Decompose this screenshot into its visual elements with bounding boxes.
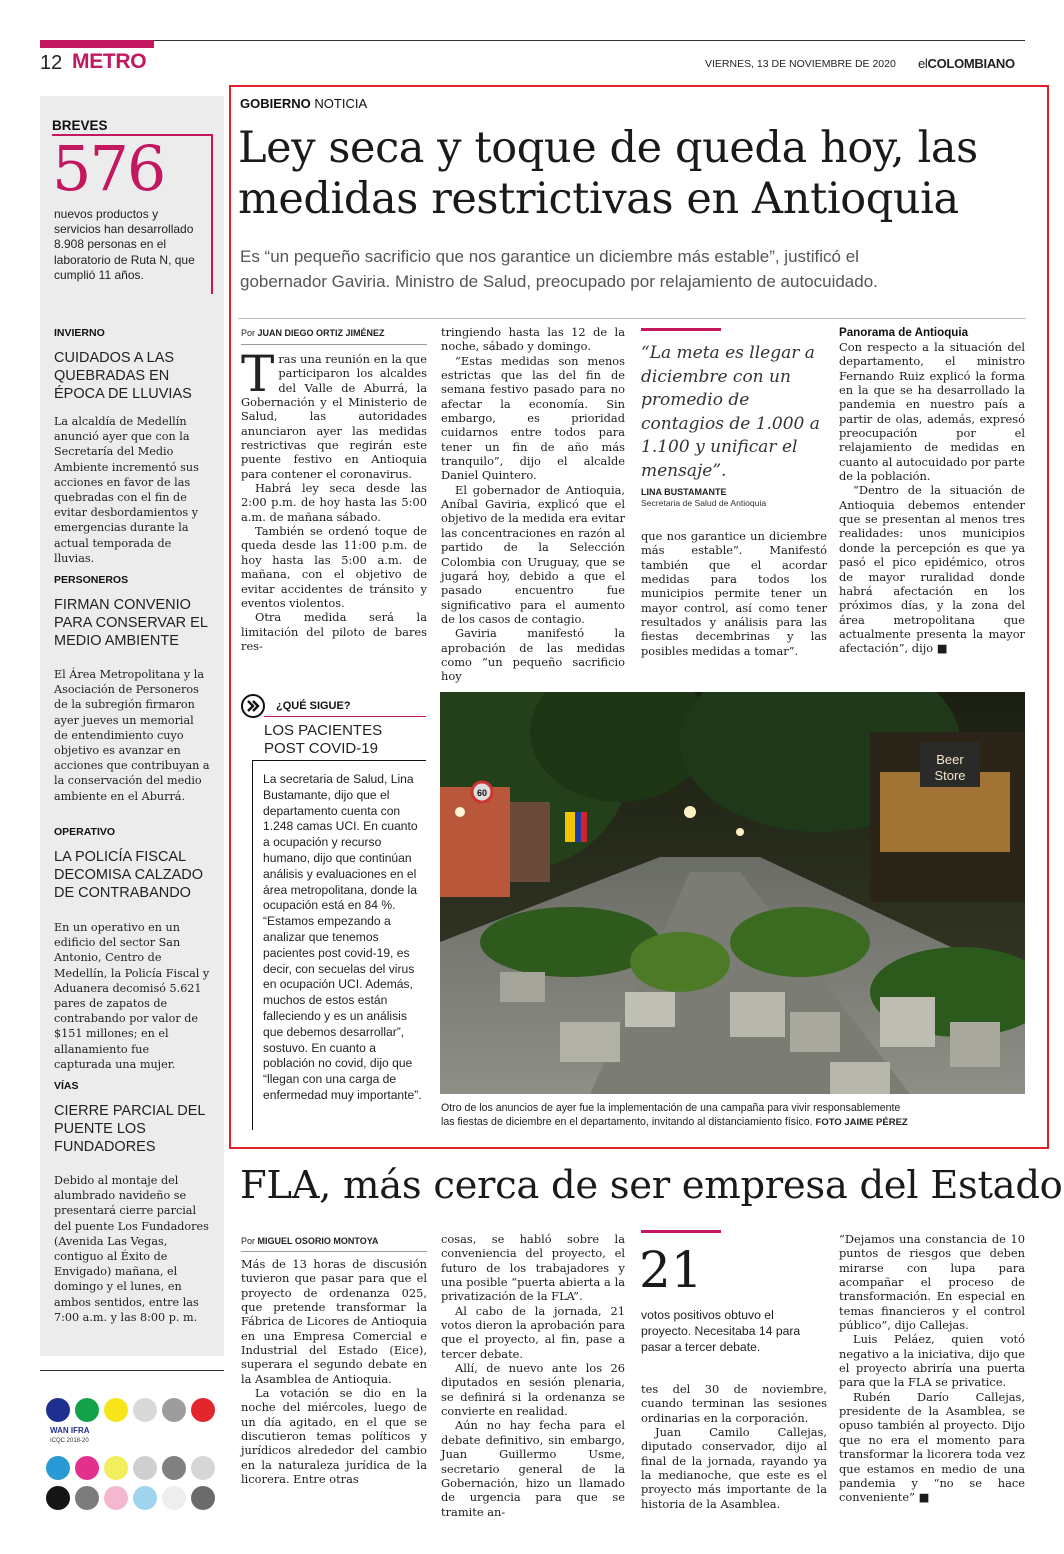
calibration-swatch — [75, 1456, 99, 1480]
stat-text: votos positivos obtuvo el proyecto. Necesitaba 14 para pasar a tercer debate. — [641, 1308, 801, 1354]
calibration-swatch — [104, 1486, 128, 1510]
quote-author: LINA BUSTAMANTE — [641, 487, 727, 497]
calibration-swatch — [133, 1456, 157, 1480]
calibration-rule — [40, 1370, 224, 1371]
briefs-label: BREVES — [52, 118, 108, 133]
calibration-swatch — [46, 1398, 70, 1422]
calibration-label: WAN IFRA ICQC 2018-20 — [50, 1426, 90, 1444]
calibration-swatch — [162, 1486, 186, 1510]
subhead-panorama: Panorama de Antioquia — [839, 326, 969, 339]
article2-column-1: Más de 13 horas de discusión tuvieron que pasar para que el proyecto de ordenanza 025, que pretende transformar la Fábrica de Licores de Antioquia en una Empresa Comercial e Industrial del Estado (Eice), superara el segundo debate en la Asamblea de Antioquia. La votación se dio en la noche del miércoles, luego de un día agitado, en el que se discutieron temas políticos y jurídicos alrededor del cambio en la naturaleza jurídica de la licorera. Entre otras — [241, 1257, 427, 1487]
brief-title: CUIDADOS A LAS QUEBRADAS EN ÉPOCA DE LLUVIAS — [54, 350, 192, 402]
article2-column-4: “Dejamos una constancia de 10 puntos de riesgos que deben mirarse con lupa para acompañar el proceso de transformación. En especial en temas financieros y el control público”, dijo Callejas. Luis Peláez, quien votó negativo a la iniciativa, dijo que el proyecto abriría una puerta para que la FLA se privatice. Rubén Darío Callejas, presidente de la Asamblea, se opuso también al proyecto. Dijo que no era el momento para transformar la licorera toda vez que estamos en medio de una pandemia y “no se hace conveniente” ■ — [839, 1232, 1025, 1505]
briefs-big-text: nuevos productos y servicios han desarrollado 8.908 personas en el laboratorio de Ruta N, que cumplió 11 años. — [54, 207, 195, 282]
quote-author-role: Secretaria de Salud de Antioquia — [641, 498, 767, 508]
store-sign-text-1: Beer — [936, 752, 964, 767]
calibration-swatch — [162, 1456, 186, 1480]
brief-kicker: OPERATIVO — [54, 826, 116, 838]
brief-title: CIERRE PARCIAL DEL PUENTE LOS FUNDADORES — [54, 1103, 205, 1155]
calibration-swatch — [191, 1486, 215, 1510]
article-byline: Por JUAN DIEGO ORTIZ JIMÉNEZ — [241, 328, 385, 338]
issue-date: VIERNES, 13 DE NOVIEMBRE DE 2020 — [705, 58, 896, 70]
stat-big-number: 21 — [639, 1241, 703, 1299]
color-calibration-strip — [46, 1398, 218, 1514]
briefs-big-number: 576 — [52, 132, 165, 205]
calibration-swatch — [75, 1398, 99, 1422]
calibration-swatch — [191, 1456, 215, 1480]
photo-caption: Otro de los anuncios de ayer fue la implementación de una campaña para vivir responsablemente las fiestas de diciembre en el departamento, invitando al distanciamiento físico. FOTO JAIME PÉREZ — [441, 1102, 908, 1128]
briefs-vertical-rule — [211, 134, 213, 294]
box-side-rule — [252, 760, 253, 1130]
quote-rule — [641, 328, 721, 331]
brief-body: Debido al montaje del alumbrado navideño se presentará cierre parcial del puente Los Fundadores (Avenida Las Vegas, contiguo al Éxito de Envigado) mañana, el domingo y el lunes, en ambos sentidos, entre las 7:00 a.m. y las 8:00 p. m. — [54, 1174, 209, 1324]
pull-quote: “La meta es llegar a diciembre con un promedio de contagios de 1.000 a 1.100 y unificar el mensaje”. — [641, 343, 820, 481]
article2-headline: FLA, más cerca de ser empresa del Estado — [240, 1163, 1063, 1208]
calibration-swatch — [162, 1398, 186, 1422]
store-sign-text-2: Store — [934, 768, 966, 783]
newspaper-logo: elCOLOMBIANO — [918, 56, 1015, 71]
article-deck: Es “un pequeño sacrificio que nos garantice un diciembre más estable”, justificó el gobernador Gaviria. Ministro de Salud, preocupado por relajamiento de autocuidado. — [240, 247, 878, 291]
calibration-swatch — [46, 1486, 70, 1510]
page-number: 12 — [40, 52, 63, 74]
calibration-swatch — [104, 1398, 128, 1422]
brief-kicker: INVIERNO — [54, 327, 105, 339]
brief-body: En un operativo en un edificio del sector San Antonio, Centro de Medellín, la Policía Fiscal y Aduanera decomisó 5.621 pares de zapatos de contrabando por valor de $151 millones; en el allanamiento fue capturada una mujer. — [54, 921, 210, 1071]
article-kicker: GOBIERNO NOTICIA — [240, 96, 368, 111]
box-top-rule — [252, 760, 426, 761]
arrow-right-icon — [241, 694, 265, 718]
article2-column-2: cosas, se habló sobre la conveniencia del proyecto, el futuro de los trabajadores y una posible “puerta abierta a la privatización de la FLA”. Al cabo de la jornada, 21 votos dieron la aprobación para que el proyecto, al fin, pase a tercer debate. Allí, de nuevo ante los 26 diputados en sesión plenaria, se definirá si la ordenanza se convierte en realidad. Aún no hay fecha para el debate definitivo, sin embargo, Juan Guillermo Usme, secretario general de la Gobernación, hizo un llamado de urgencia para que se tramite an- — [441, 1232, 625, 1519]
brief-kicker: PERSONEROS — [54, 574, 129, 586]
brief-title: FIRMAN CONVENIO PARA CONSERVAR EL MEDIO AMBIENTE — [54, 597, 208, 649]
deck-divider — [238, 318, 1026, 319]
article-column-4: Con respecto a la situación del departamento, el ministro Fernando Ruiz explicó la forma en la que se ha desarrollado la pandemia en nuestro país a partir de olas, además, expresó preocupación por el relajamiento de medidas en cuanto al autocuidado por parte de la población. “Dentro de la situación de Antioquia debemos entender que se presentan al menos tres realidades: unos municipios donde la percepción es que ya pasó el pico epidémico, otros de mayor ruralidad donde habrá afectación en los próximos días, y la zona del área metropolitana que actualmente presenta la mayor afectación”, dijo ■ — [839, 340, 1025, 656]
brief-body: La alcaldía de Medellín anunció ayer que con la Secretaría del Medio Ambiente incrementó sus acciones en favor de las quebradas con el fin de evitar desbordamientos y emergencias durante la actual temporada de lluvias. — [54, 415, 199, 565]
brief-body: El Área Metropolitana y la Asociación de Personeros de la subregión firmaron ayer jueves un memorial de entendimiento cuyo objetivo es avanzar en acciones que contribuyan a la conservación del medio ambiente en el Aburrá. — [54, 668, 210, 803]
article-headline: Ley seca y toque de queda hoy, las medidas restrictivas en Antioquia — [238, 123, 978, 224]
box-title: LOS PACIENTES POST COVID-19 — [264, 722, 383, 757]
calibration-swatch — [46, 1456, 70, 1480]
article-column-1: T ras una reunión en la que participaron los alcaldes del Valle de Aburrá, la Gobernación y el Ministerio de Salud, las autoridades anunciaron ayer las medidas restrictivas que regirán este puente festivo en Antioquia para contener el coronavirus. Habrá ley seca desde las 2:00 p.m. de hoy hasta las 5:00 a.m. de mañana sábado. También se ordenó toque de queda desde las 11:00 p.m. de hoy hasta las 5:00 a.m. de mañana, con el objetivo de evitar accidentes de tránsito y eventos violentos. Otra medida será la limitación del piloto de bares res- — [241, 345, 427, 653]
box-kicker-rule — [264, 716, 426, 717]
calibration-swatch — [191, 1398, 215, 1422]
stat-rule — [641, 1230, 721, 1233]
article-column-2: tringiendo hasta las 12 de la noche, sábado y domingo. “Estas medidas son menos estrictas que las del fin de semana festivo pasado para no afectar la economía. Sin embargo, es prioridad cuidarnos entre todos para tener un fin de año más tranquilo”, dijo el alcalde Daniel Quintero. El gobernador de Antioquia, Aníbal Gaviria, explicó que el objetivo de la medida era evitar las concentraciones en razón al partido de la Selección Colombia con Uruguay, que se jugará hoy, debido a que el pasado encuentro fue significativo para el aumento de los casos de contagio. Gaviria manifestó la aprobación de las medidas como “un pequeño sacrificio hoy — [441, 325, 625, 684]
box-kicker: ¿QUÉ SIGUE? — [276, 700, 351, 712]
article2-column-3: tes del 30 de noviembre, cuando terminan las sesiones ordinarias en la corporación. Juan Camilo Callejas, diputado conservador, dijo al final de la jornada, rayando ya la medianoche, que este es el proyecto más importante de la historia de la Asamblea. — [641, 1382, 827, 1511]
brief-title: LA POLICÍA FISCAL DECOMISA CALZADO DE CONTRABANDO — [54, 849, 204, 901]
article2-byline: Por MIGUEL OSORIO MONTOYA — [241, 1236, 379, 1246]
brief-kicker: VÍAS — [54, 1080, 79, 1092]
box-body: La secretaria de Salud, Lina Bustamante, dijo que el departamento cuenta con 1.248 camas UCI. En cuanto a ocupación y recurso humano, dijo que continúan análisis y evaluaciones en el área metropolitana, donde la ocupación está en 84 %. “Estamos empezando a analizar que tenemos pacientes post covid-19, es decir, con secuelas del virus en ocupación UCI. Además, muchos de estos están falleciendo y es un análisis que debemos desarrollar”, sostuvo. En cuanto a población no covid, dijo que “llegan con una carga de enfermedad muy importante”. — [263, 772, 422, 1102]
speed-sign-text: 60 — [476, 788, 488, 798]
calibration-swatch — [104, 1456, 128, 1480]
section-name: METRO — [72, 50, 147, 73]
calibration-swatch — [133, 1486, 157, 1510]
header-rule — [40, 40, 1025, 41]
byline-rule — [241, 1251, 427, 1252]
calibration-swatch — [75, 1486, 99, 1510]
street-night-photo — [440, 692, 1025, 1094]
drop-cap: T — [241, 345, 275, 403]
calibration-swatch — [133, 1398, 157, 1422]
section-color-bar — [40, 40, 154, 48]
article-column-3: que nos garantice un diciembre más estable”. Manifestó también que el acordar medidas para todos los municipios permite tener un mayor control, así como tener resultados y análisis para las fiestas decembrinas y las posibles medidas a tomar”. — [641, 529, 827, 658]
photo-credit: FOTO JAIME PÉREZ — [815, 1117, 908, 1128]
